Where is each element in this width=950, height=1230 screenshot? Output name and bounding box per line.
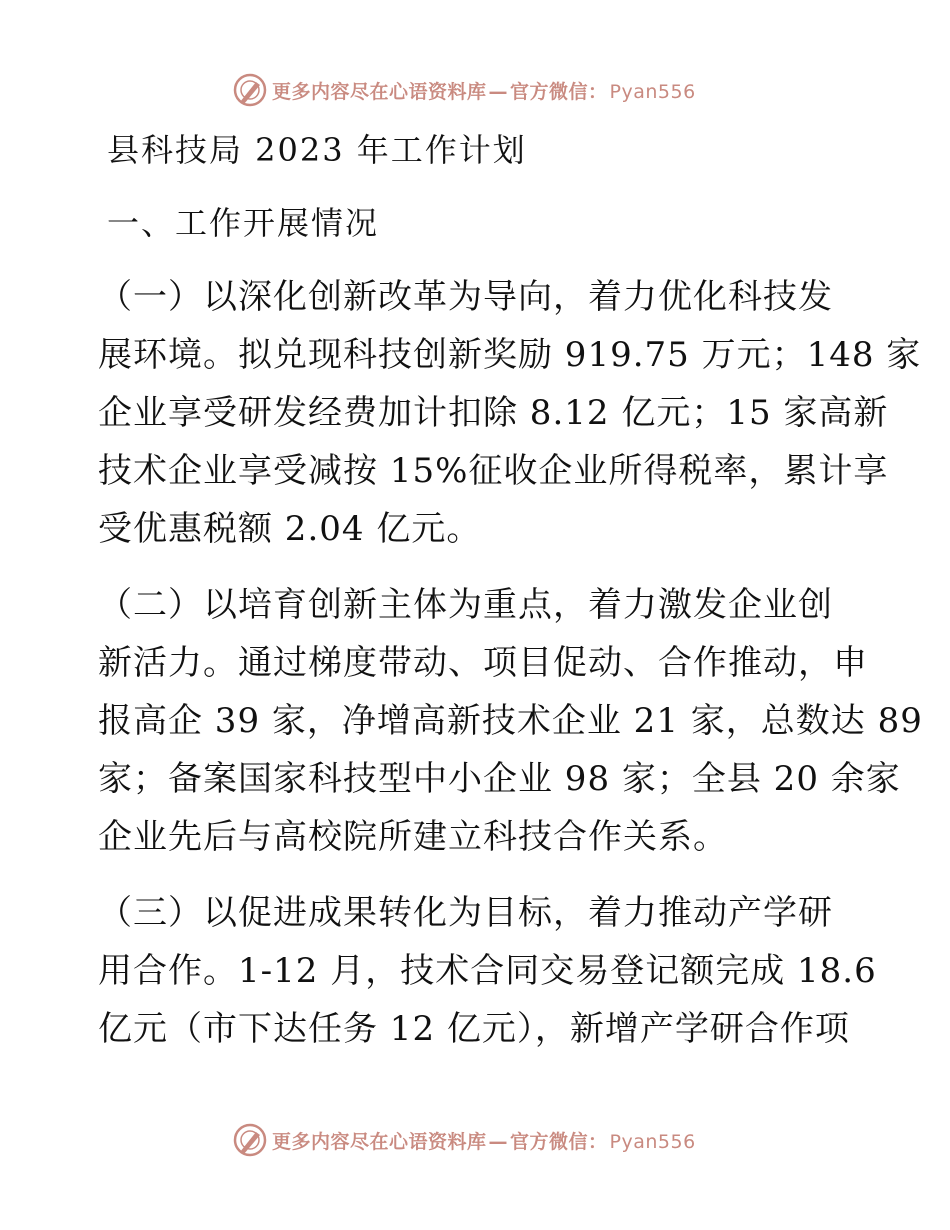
watermark-dash: — xyxy=(488,80,509,103)
body-line: 展环境。拟兑现科技创新奖励 919.75 万元；148 家 xyxy=(98,335,922,375)
section-heading: 一、工作开展情况 xyxy=(107,204,380,242)
body-line: 家；备案国家科技型中小企业 98 家；全县 20 余家 xyxy=(98,759,901,799)
watermark-header xyxy=(232,70,696,110)
body-line: 报高企 39 家，净增高新技术企业 21 家，总数达 89 xyxy=(98,701,923,741)
body-line: （三）以促进成果转化为目标，着力推动产学研 xyxy=(98,893,833,933)
body-line: （二）以培育创新主体为重点，着力激发企业创 xyxy=(98,585,833,625)
pen-logo-icon xyxy=(232,72,268,108)
watermark-wechat-id: Pyan556 xyxy=(609,1130,696,1153)
body-line: 用合作。1-12 月，技术合同交易登记额完成 18.6 xyxy=(98,951,877,991)
watermark-footer xyxy=(232,1120,696,1160)
watermark-main-text: 更多内容尽在心语资料库 xyxy=(272,80,487,103)
watermark-dash: — xyxy=(488,1130,509,1153)
watermark-main-text: 更多内容尽在心语资料库 xyxy=(272,1130,487,1153)
document-title: 县科技局 2023 年工作计划 xyxy=(107,131,527,169)
body-line: 企业享受研发经费加计扣除 8.12 亿元；15 家高新 xyxy=(98,393,889,433)
watermark-wechat-id: Pyan556 xyxy=(609,80,696,103)
body-line: 企业先后与高校院所建立科技合作关系。 xyxy=(98,817,728,857)
body-line: 受优惠税额 2.04 亿元。 xyxy=(98,509,482,549)
body-line: 新活力。通过梯度带动、项目促动、合作推动，申 xyxy=(98,643,868,683)
body-line: 技术企业享受减按 15%征收企业所得税率，累计享 xyxy=(98,451,889,491)
watermark-suffix-text: 官方微信： xyxy=(510,1130,608,1153)
body-line: 亿元（市下达任务 12 亿元），新增产学研合作项 xyxy=(98,1009,850,1049)
watermark-suffix-text: 官方微信： xyxy=(510,80,608,103)
pen-logo-icon xyxy=(232,1122,268,1158)
body-line: （一）以深化创新改革为导向，着力优化科技发 xyxy=(98,277,833,317)
